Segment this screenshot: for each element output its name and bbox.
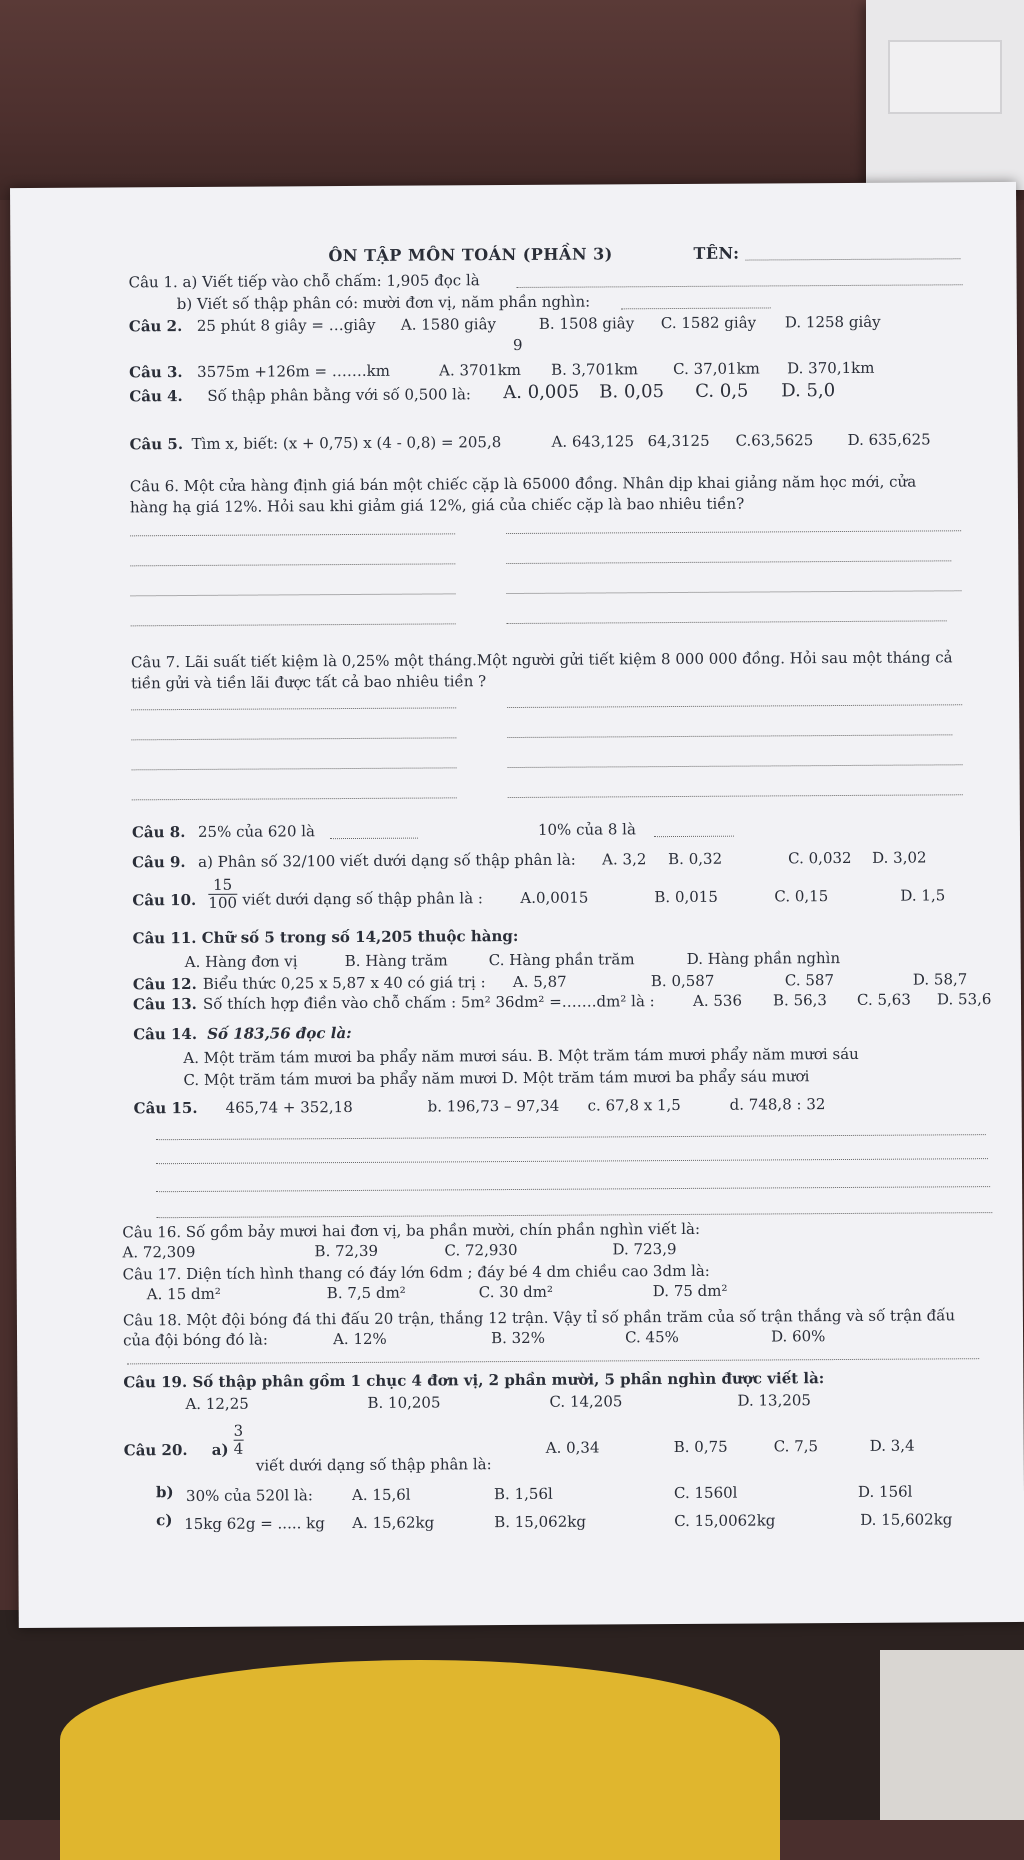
option: D. 60%	[770, 1327, 826, 1346]
answer-line[interactable]	[131, 623, 456, 626]
option: D. Hàng phần nghìn	[686, 949, 841, 968]
option: B. 10,205	[367, 1393, 441, 1412]
question-6-line-1: Câu 6. Một cửa hàng định giá bán một chiếc cặp là 65000 đồng. Nhân dịp khai giảng năm học mới, cửa	[129, 472, 917, 496]
question-20c-text: 15kg 62g = ..... kg	[184, 1514, 325, 1534]
option: C. 14,205	[549, 1392, 623, 1411]
option: B. 32%	[490, 1328, 546, 1348]
option: A. 12%	[332, 1329, 387, 1349]
fraction-numerator: 3	[233, 1421, 244, 1440]
answer-line[interactable]	[156, 1134, 986, 1140]
answer-line[interactable]	[132, 767, 457, 770]
answer-line[interactable]	[131, 707, 456, 710]
option: C. 45%	[624, 1328, 679, 1347]
answer-line[interactable]	[508, 794, 963, 798]
question-14-label: Câu 14.	[133, 1024, 198, 1044]
question-4-text: Số thập phân bằng với số 0,500 là:	[207, 385, 471, 405]
option: D. 3,4	[869, 1436, 915, 1455]
option: C. 0,15	[774, 887, 829, 906]
question-8b: 10% của 8 là	[537, 820, 636, 839]
question-14-options-cd: C. Một trăm tám mươi ba phẩy năm mươi D. Một trăm tám mươi ba phẩy sáu mươi	[183, 1067, 810, 1090]
option: B. 1,56l	[493, 1484, 553, 1504]
option: B. 0,015	[654, 887, 718, 907]
option: C. 37,01km	[673, 359, 760, 379]
expression: b. 196,73 – 97,34	[427, 1096, 560, 1116]
answer-line[interactable]	[508, 764, 963, 768]
worksheet-page	[10, 182, 1024, 1628]
option: D. 156l	[857, 1482, 913, 1501]
option: B. 0,587	[650, 971, 715, 991]
option: C. 1560l	[673, 1483, 738, 1503]
option: A. 3701km	[439, 360, 522, 380]
answer-line[interactable]	[130, 563, 455, 566]
question-10-text: viết dưới dạng số thập phân là :	[242, 889, 483, 909]
background-paper-fold	[888, 40, 1002, 114]
option: D. 370,1km	[787, 358, 875, 378]
question-15-label: Câu 15.	[133, 1098, 198, 1118]
answer-line[interactable]	[130, 533, 455, 536]
page-title: ÔN TẬP MÔN TOÁN (PHẦN 3)	[328, 244, 613, 266]
option: B. 1508 giây	[538, 314, 635, 333]
name-blank[interactable]	[745, 258, 960, 260]
answer-line[interactable]	[507, 704, 962, 708]
option: D. 53,6	[936, 990, 992, 1009]
question-3-text: 3575m +126m = …….km	[197, 361, 390, 381]
option: C. 5,63	[856, 990, 911, 1009]
fraction-denominator: 4	[233, 1439, 244, 1458]
answer-blank-1b[interactable]	[621, 307, 771, 309]
option: A. 15,62kg	[352, 1513, 435, 1533]
fraction-numerator: 15	[212, 875, 233, 894]
fraction-denominator: 100	[208, 893, 238, 912]
option: D. 15,602kg	[860, 1510, 953, 1529]
question-20b-text: 30% của 520l là:	[185, 1486, 313, 1506]
option: B. 56,3	[772, 991, 828, 1010]
option: A. Hàng đơn vị	[184, 952, 298, 972]
question-4-label: Câu 4.	[129, 387, 183, 406]
background-paper	[866, 0, 1024, 190]
option: A.0,0015	[520, 888, 589, 907]
option: A. 3,2	[602, 850, 647, 869]
question-5-text: Tìm x, biết: (x + 0,75) x (4 - 0,8) = 205,8	[191, 433, 502, 453]
option: C. 0,032	[788, 848, 852, 868]
question-19-text: Câu 19. Số thập phân gồm 1 chục 4 đơn vị, 2 phần mười, 5 phần nghìn được viết là:	[123, 1369, 825, 1392]
option: B. 3,701km	[551, 360, 639, 379]
question-13-label: Câu 13.	[132, 994, 197, 1014]
option: A. 12,25	[185, 1394, 249, 1414]
floor-tile	[880, 1650, 1024, 1820]
question-20b-label: b)	[155, 1483, 174, 1502]
question-18-line-2: của đội bóng đó là:	[122, 1330, 268, 1350]
option: A. 15 dm²	[146, 1284, 221, 1304]
option: C. 587	[784, 971, 835, 990]
question-9-label: Câu 9.	[132, 853, 186, 872]
question-5-label: Câu 5.	[129, 435, 184, 454]
question-20a-label: a)	[211, 1440, 229, 1459]
question-3-label: Câu 3.	[129, 363, 183, 382]
question-14-text: Số 183,56 đọc là:	[207, 1024, 352, 1043]
option: A. 15,6l	[351, 1485, 411, 1505]
option: C. Hàng phần trăm	[488, 950, 635, 970]
question-8-label: Câu 8.	[131, 823, 186, 842]
option: C.63,5625	[735, 431, 814, 450]
option: A. 0,005	[503, 381, 580, 404]
question-14-options-ab: A. Một trăm tám mươi ba phẩy năm mươi sáu. B. Một trăm tám mươi phẩy năm mươi sáu	[183, 1044, 859, 1068]
question-9-text: a) Phân số 32/100 viết dưới dạng số thập phân là:	[198, 850, 576, 871]
option: D. 75 dm²	[652, 1281, 728, 1301]
question-20c-label: c)	[156, 1511, 173, 1530]
option: C. 1582 giây	[660, 313, 757, 333]
option: B. 0,05	[599, 381, 665, 403]
handwritten-note: 9	[512, 335, 523, 355]
option: D. 723,9	[612, 1240, 677, 1259]
option: C. 30 dm²	[478, 1282, 554, 1302]
question-20a-text: viết dưới dạng số thập phân là:	[255, 1455, 492, 1475]
option: B. 72,39	[314, 1241, 379, 1261]
answer-line[interactable]	[156, 1186, 990, 1192]
answer-line[interactable]	[507, 620, 947, 624]
question-10-fraction	[206, 877, 239, 912]
question-12-label: Câu 12.	[132, 974, 197, 994]
option: A. 536	[692, 991, 743, 1010]
answer-blank[interactable]	[654, 836, 734, 837]
answer-line[interactable]	[506, 560, 951, 564]
option: 64,3125	[647, 431, 710, 451]
option: D. 1,5	[900, 886, 946, 905]
question-1a: Câu 1. a) Viết tiếp vào chỗ chấm: 1,905 đọc là	[128, 271, 480, 292]
answer-line[interactable]	[131, 737, 456, 740]
answer-line[interactable]	[156, 1212, 992, 1218]
question-10-label: Câu 10.	[132, 890, 197, 910]
option: B. 7,5 dm²	[326, 1283, 406, 1303]
option: D. 58,7	[912, 970, 968, 989]
option: A. 1580 giây	[400, 315, 497, 334]
question-7-line-1: Câu 7. Lãi suất tiết kiệm là 0,25% một tháng.Một người gửi tiết kiệm 8 000 000 đồng. Hỏi sau một tháng cả	[130, 648, 953, 672]
option: B. 0,75	[673, 1437, 728, 1457]
answer-line[interactable]	[156, 1158, 988, 1164]
question-20-label: Câu 20.	[123, 1441, 188, 1460]
question-2-label: Câu 2.	[128, 317, 183, 336]
question-18-line-1: Câu 18. Một đội bóng đá thi đấu 20 trận, thắng 12 trận. Vậy tỉ số phần trăm của số trận thắng và số trận đấu	[122, 1306, 956, 1330]
option: B. 15,062kg	[494, 1512, 586, 1532]
option: D. 13,205	[737, 1391, 811, 1410]
expression: 465,74 + 352,18	[225, 1097, 353, 1117]
answer-line[interactable]	[132, 797, 457, 800]
option: B. 0,32	[668, 849, 723, 869]
option: C. 15,0062kg	[674, 1511, 776, 1531]
answer-line[interactable]	[130, 593, 455, 596]
expression: c. 67,8 x 1,5	[587, 1095, 681, 1115]
option: D. 5,0	[781, 380, 836, 402]
option: A. 72,309	[122, 1242, 196, 1262]
question-1b: b) Viết số thập phân có: mười đơn vị, năm phần nghìn:	[176, 292, 591, 314]
yellow-fabric	[60, 1660, 780, 1860]
option: C. 7,5	[773, 1437, 819, 1456]
answer-line[interactable]	[507, 734, 952, 738]
question-6-line-2: hàng hạ giá 12%. Hỏi sau khi giảm giá 12%, giá của chiếc cặp là bao nhiêu tiền?	[129, 494, 745, 517]
option: D. 3,02	[872, 848, 927, 867]
option: A. 0,34	[545, 1438, 600, 1457]
option: C. 72,930	[444, 1240, 518, 1260]
question-12-text: Biểu thức 0,25 x 5,87 x 40 có giá trị :	[202, 973, 486, 993]
name-label: TÊN:	[693, 243, 740, 263]
option: A. 5,87	[512, 972, 567, 992]
answer-blank[interactable]	[330, 838, 418, 840]
option: D. 635,625	[847, 430, 931, 449]
question-8a: 25% của 620 là	[197, 822, 316, 841]
question-16-text: Câu 16. Số gồm bảy mươi hai đơn vị, ba phần mười, chín phần nghìn viết là:	[122, 1219, 701, 1242]
option: C. 0,5	[695, 380, 749, 402]
question-17-text: Câu 17. Diện tích hình thang có đáy lớn 6dm ; đáy bé 4 dm chiều cao 3dm là:	[122, 1261, 710, 1284]
answer-line[interactable]	[506, 530, 961, 534]
answer-blank-1a[interactable]	[517, 284, 963, 288]
question-2-text: 25 phút 8 giây = …giây	[196, 315, 376, 335]
question-20-fraction	[232, 1423, 246, 1458]
question-13-text: Số thích hợp điền vào chỗ chấm : 5m² 36dm² =…….dm² là :	[202, 992, 655, 1013]
option: B. Hàng trăm	[344, 951, 448, 971]
option: D. 1258 giây	[784, 312, 881, 332]
expression: d. 748,8 : 32	[729, 1095, 826, 1114]
question-11-text: Câu 11. Chữ số 5 trong số 14,205 thuộc hàng:	[132, 926, 519, 948]
answer-line[interactable]	[127, 1358, 979, 1364]
answer-line[interactable]	[506, 590, 961, 594]
option: A. 643,125	[551, 432, 635, 451]
question-7-line-2: tiền gửi và tiền lãi được tất cả bao nhiêu tiền ?	[130, 672, 487, 693]
